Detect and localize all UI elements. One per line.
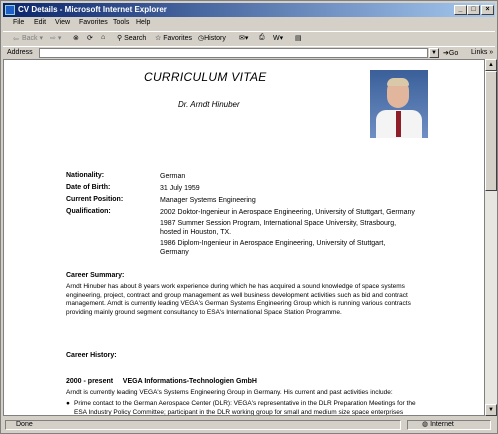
info-value: 2002 Doktor-Ingenieur in Aerospace Engineering, University of Stuttgart, Germany: [160, 209, 415, 216]
address-dropdown[interactable]: [429, 48, 439, 58]
home-icon: ⌂: [101, 34, 106, 41]
minimize-button[interactable]: _: [454, 5, 467, 15]
home-button[interactable]: [101, 34, 105, 41]
ie-icon: [5, 5, 15, 15]
address-label: Address: [7, 49, 33, 56]
vertical-scrollbar[interactable]: [485, 59, 497, 416]
word-icon: W: [273, 35, 280, 42]
forward-arrow-icon: ⇨: [50, 35, 56, 42]
scroll-down-button[interactable]: [485, 404, 497, 416]
info-key: Current Position:: [66, 196, 124, 203]
info-value: German: [160, 173, 186, 180]
edit-button[interactable]: W▾: [273, 35, 284, 42]
title-bar: [3, 3, 495, 17]
menu-tools[interactable]: Tools: [113, 19, 130, 26]
scroll-up-button[interactable]: [485, 59, 497, 71]
info-value: 1986 Diplom-Ingenieur in Aerospace Engineering, University of Stuttgart, Germany: [160, 240, 386, 256]
mail-button[interactable]: ✉▾: [239, 35, 249, 42]
address-input[interactable]: [39, 48, 428, 58]
page-content: [3, 59, 485, 416]
portrait-photo: [370, 70, 428, 138]
menu-favorites[interactable]: Favorites: [79, 19, 108, 26]
cv-title: CURRICULUM VITAE: [144, 70, 267, 84]
search-icon: ⚲: [117, 35, 123, 42]
arrow-up-icon: ▲: [488, 62, 494, 68]
status-text: Done: [5, 420, 401, 430]
back-arrow-icon: ⇦: [13, 36, 19, 43]
toolbar: [3, 31, 495, 47]
search-button[interactable]: ⚲ Search: [117, 35, 147, 42]
maximize-button[interactable]: □: [467, 5, 480, 15]
security-zone: ◍ Internet: [407, 420, 491, 430]
info-value: 31 July 1959: [160, 185, 200, 192]
career-history-heading: Career History:: [66, 352, 117, 359]
close-button[interactable]: ×: [481, 5, 494, 15]
stop-icon: ⊗: [73, 35, 79, 42]
forward-button[interactable]: ⇨ ▾: [50, 35, 62, 42]
cv-name: Dr. Arndt Hinuber: [178, 100, 240, 109]
info-key: Nationality:: [66, 172, 105, 179]
discuss-icon: ▤: [295, 35, 302, 42]
menu-view[interactable]: View: [55, 19, 71, 26]
address-bar: [3, 46, 495, 59]
menu-bar: [3, 18, 495, 30]
career-summary-text: Arndt Hinuber has about 8 years work experience during which he has acquired a sound knowledge of space systems engineering, project, contract and group management as well business development activities such as bid and contract management. Arndt is currently leading VEGA's German Systems Engineering Group which is running various contracts providing mainly ground segment consultancy to ESA's International Space Station Programme.: [66, 283, 411, 316]
menu-file[interactable]: File: [13, 19, 25, 26]
arrow-down-icon: ▼: [488, 407, 494, 413]
mail-icon: ✉: [239, 35, 245, 42]
print-icon: ⎙: [259, 34, 265, 41]
favorites-icon: ☆: [155, 35, 162, 42]
job-intro: Arndt is currently leading VEGA's Systems Engineering Group in Germany. His current and past activities include:: [66, 389, 393, 396]
back-button[interactable]: ⇦ Back ▾: [13, 35, 44, 43]
print-button[interactable]: [259, 34, 265, 42]
favorites-button[interactable]: ☆ Favorites: [155, 35, 193, 42]
discuss-button[interactable]: [295, 34, 302, 42]
scroll-thumb[interactable]: [485, 71, 497, 191]
history-icon: ◷: [198, 35, 205, 42]
status-bar: [3, 418, 495, 432]
career-summary-heading: Career Summary:: [66, 272, 125, 279]
globe-icon: ◍: [422, 421, 429, 428]
go-arrow-icon: ➔: [443, 50, 449, 57]
menu-help[interactable]: Help: [136, 19, 151, 26]
window-title: CV Details - Microsoft Internet Explorer: [18, 5, 167, 14]
info-value: 1987 Summer Session Program, International Space University, Strasbourg, hosted in Houston, TX.: [160, 220, 397, 236]
links-button[interactable]: Links »: [471, 49, 494, 56]
info-key: Qualification:: [66, 208, 111, 215]
go-button[interactable]: ➔Go: [443, 50, 459, 57]
bullet-icon: ●: [66, 400, 70, 407]
info-value: Manager Systems Engineering: [160, 197, 256, 204]
refresh-icon: ⟳: [87, 35, 93, 42]
chevron-down-icon: ▼: [431, 50, 437, 56]
menu-edit[interactable]: Edit: [34, 19, 47, 26]
history-button[interactable]: ◷History: [198, 35, 226, 42]
job-bullet-text: Prime contact to the German Aerospace Center (DLR): VEGA's representative in the DLR Preparation Meetings for the ESA Industry Policy Committee; participant in the DLR working group for small and medium size space enterprises: [74, 400, 416, 416]
refresh-button[interactable]: [87, 34, 93, 42]
stop-button[interactable]: [73, 34, 79, 42]
job-heading: 2000 - present VEGA Informations-Technologien GmbH: [66, 378, 257, 385]
info-key: Date of Birth:: [66, 184, 111, 191]
